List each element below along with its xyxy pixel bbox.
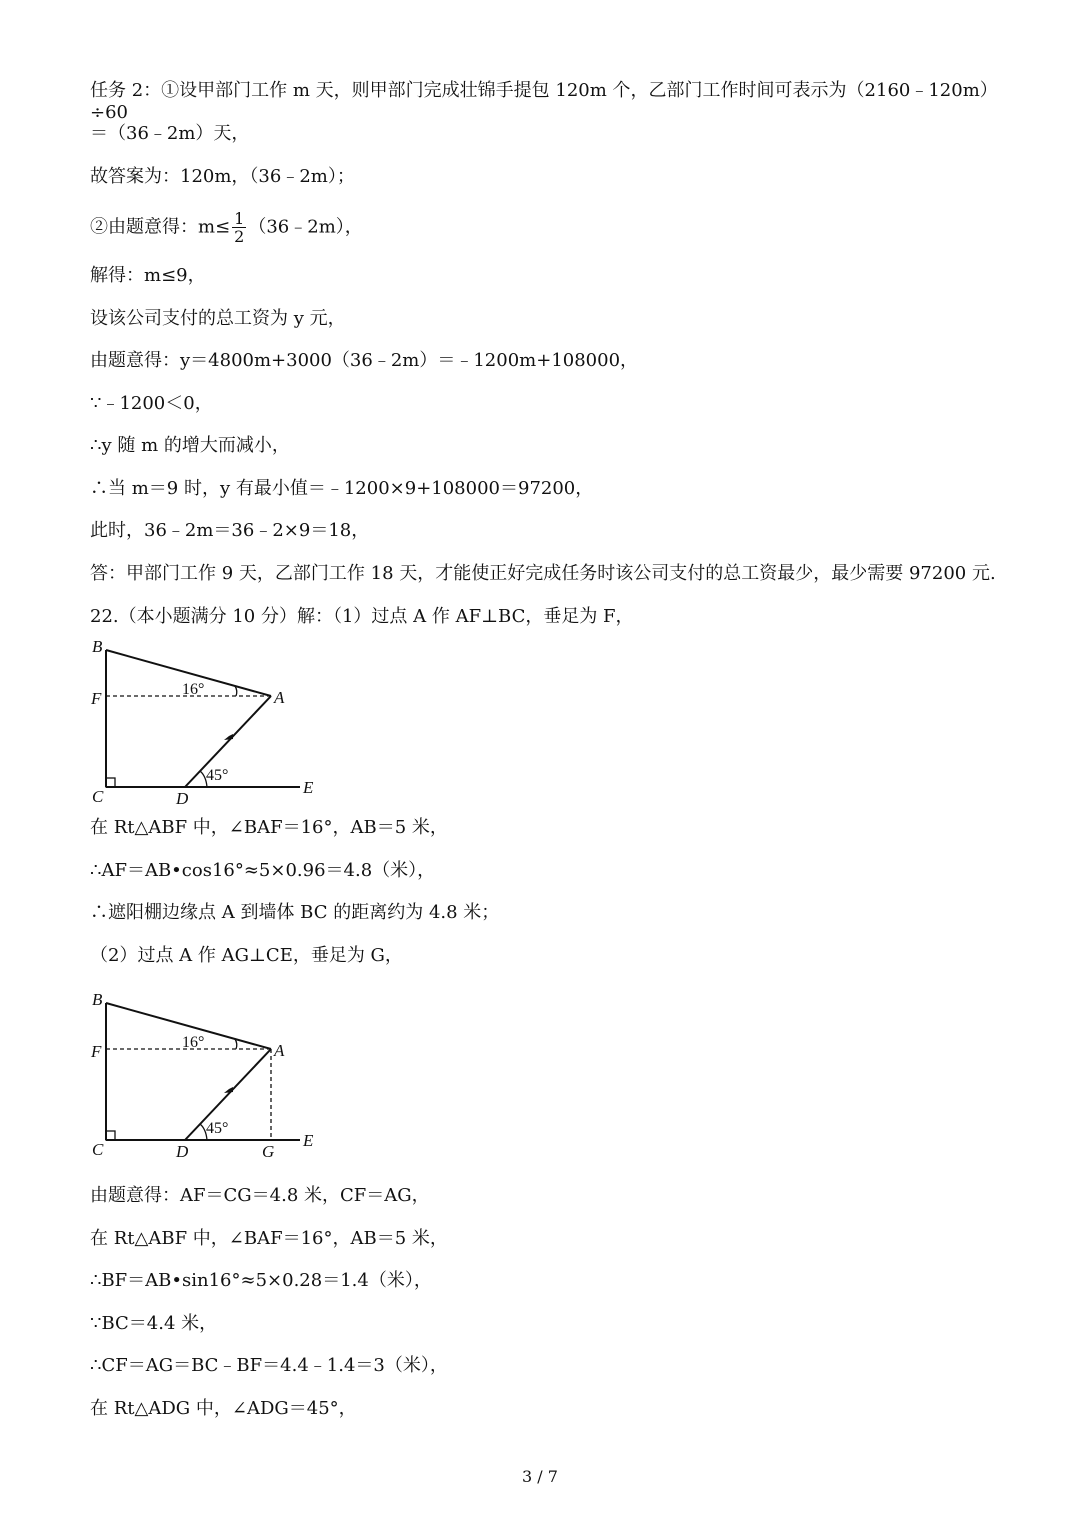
part1-line-2: ∴AF＝AB•cos16°≈5×0.96＝4.8（米）， [90, 860, 436, 881]
minimum-line: ∴当 m＝9 时，y 有最小值＝﹣1200×9+108000＝97200， [90, 478, 594, 499]
task2-line-1: 任务 2：①设甲部门工作 m 天，则甲部门完成壮锦手提包 120m 个，乙部门工作时间可表示为（2160﹣120m）÷60 [90, 80, 998, 123]
wage-function-line: 由题意得：y＝4800m+3000（36﹣2m）＝﹣1200m+108000， [90, 350, 639, 371]
page-number: 3 / 7 [522, 1467, 558, 1486]
angle-label-16: 16° [182, 681, 205, 698]
answer-line: 故答案为：120m，（36﹣2m）； [90, 166, 355, 187]
right-angle-marker-icon [106, 778, 115, 787]
inequality-line [90, 210, 363, 245]
label-c: C [92, 787, 104, 806]
label-f: F [91, 689, 102, 708]
part1-line-3: ∴遮阳棚边缘点 A 到墙体 BC 的距离约为 4.8 米； [90, 902, 500, 923]
label-d: D [176, 789, 189, 808]
angle-label-45: 45° [206, 767, 229, 784]
part2-heading: （2）过点 A 作 AG⊥CE，垂足为 G， [90, 945, 403, 966]
geometry-figure-1 [88, 632, 328, 810]
ray-arrow-icon [224, 1087, 233, 1093]
part2-line-4: ∵BC＝4.4 米， [90, 1313, 218, 1334]
fraction-numerator: 1 [234, 209, 245, 228]
right-angle-marker-icon [106, 1131, 115, 1140]
label-c: C [92, 1140, 104, 1159]
angle-label-45: 45° [206, 1120, 229, 1137]
conclusion-line: 答：甲部门工作 9 天，乙部门工作 18 天，才能使正好完成任务时该公司支付的总工资最少，最少需要 97200 元. [90, 563, 996, 584]
label-d: D [176, 1142, 189, 1161]
label-g: G [262, 1142, 275, 1161]
angle-16-arc-icon [235, 1039, 237, 1049]
label-a: A [274, 1041, 285, 1060]
label-b: B [92, 990, 103, 1009]
solution-line: 解得：m≤9， [90, 265, 206, 286]
part2-line-3: ∴BF＝AB•sin16°≈5×0.28＝1.4（米）， [90, 1270, 432, 1291]
angle-16-arc-icon [235, 686, 237, 696]
decreasing-line: ∴y 随 m 的增大而减小， [90, 435, 290, 456]
fraction-denominator: 2 [234, 227, 245, 246]
part1-line-1: 在 Rt△ABF 中，∠BAF＝16°，AB＝5 米， [90, 817, 448, 838]
problem-22-heading: 22.（本小题满分 10 分）解：（1）过点 A 作 AF⊥BC，垂足为 F， [90, 606, 634, 627]
part2-line-6: 在 Rt△ADG 中，∠ADG＝45°， [90, 1398, 357, 1419]
inequality-prefix: ②由题意得：m≤ [90, 216, 231, 238]
task2-line-2: ＝（36﹣2m）天， [90, 123, 250, 144]
wage-variable-line: 设该公司支付的总工资为 y 元， [90, 308, 346, 329]
label-b: B [92, 637, 103, 656]
days-line: 此时，36﹣2m＝36﹣2×9＝18， [90, 520, 370, 541]
label-a: A [274, 688, 285, 707]
label-f: F [91, 1042, 102, 1061]
inequality-suffix: （36﹣2m）， [248, 216, 363, 238]
part2-line-5: ∴CF＝AG＝BC﹣BF＝4.4﹣1.4＝3（米）， [90, 1355, 448, 1376]
geometry-figure-2 [88, 985, 328, 1163]
angle-label-16: 16° [182, 1034, 205, 1051]
slope-line: ∵﹣1200＜0， [90, 393, 213, 414]
ray-arrow-icon [224, 734, 233, 740]
label-e: E [303, 1131, 314, 1150]
fraction-one-half [232, 210, 246, 245]
part2-line-2: 在 Rt△ABF 中，∠BAF＝16°，AB＝5 米， [90, 1228, 448, 1249]
label-e: E [303, 778, 314, 797]
part2-line-1: 由题意得：AF＝CG＝4.8 米，CF＝AG， [90, 1185, 430, 1206]
